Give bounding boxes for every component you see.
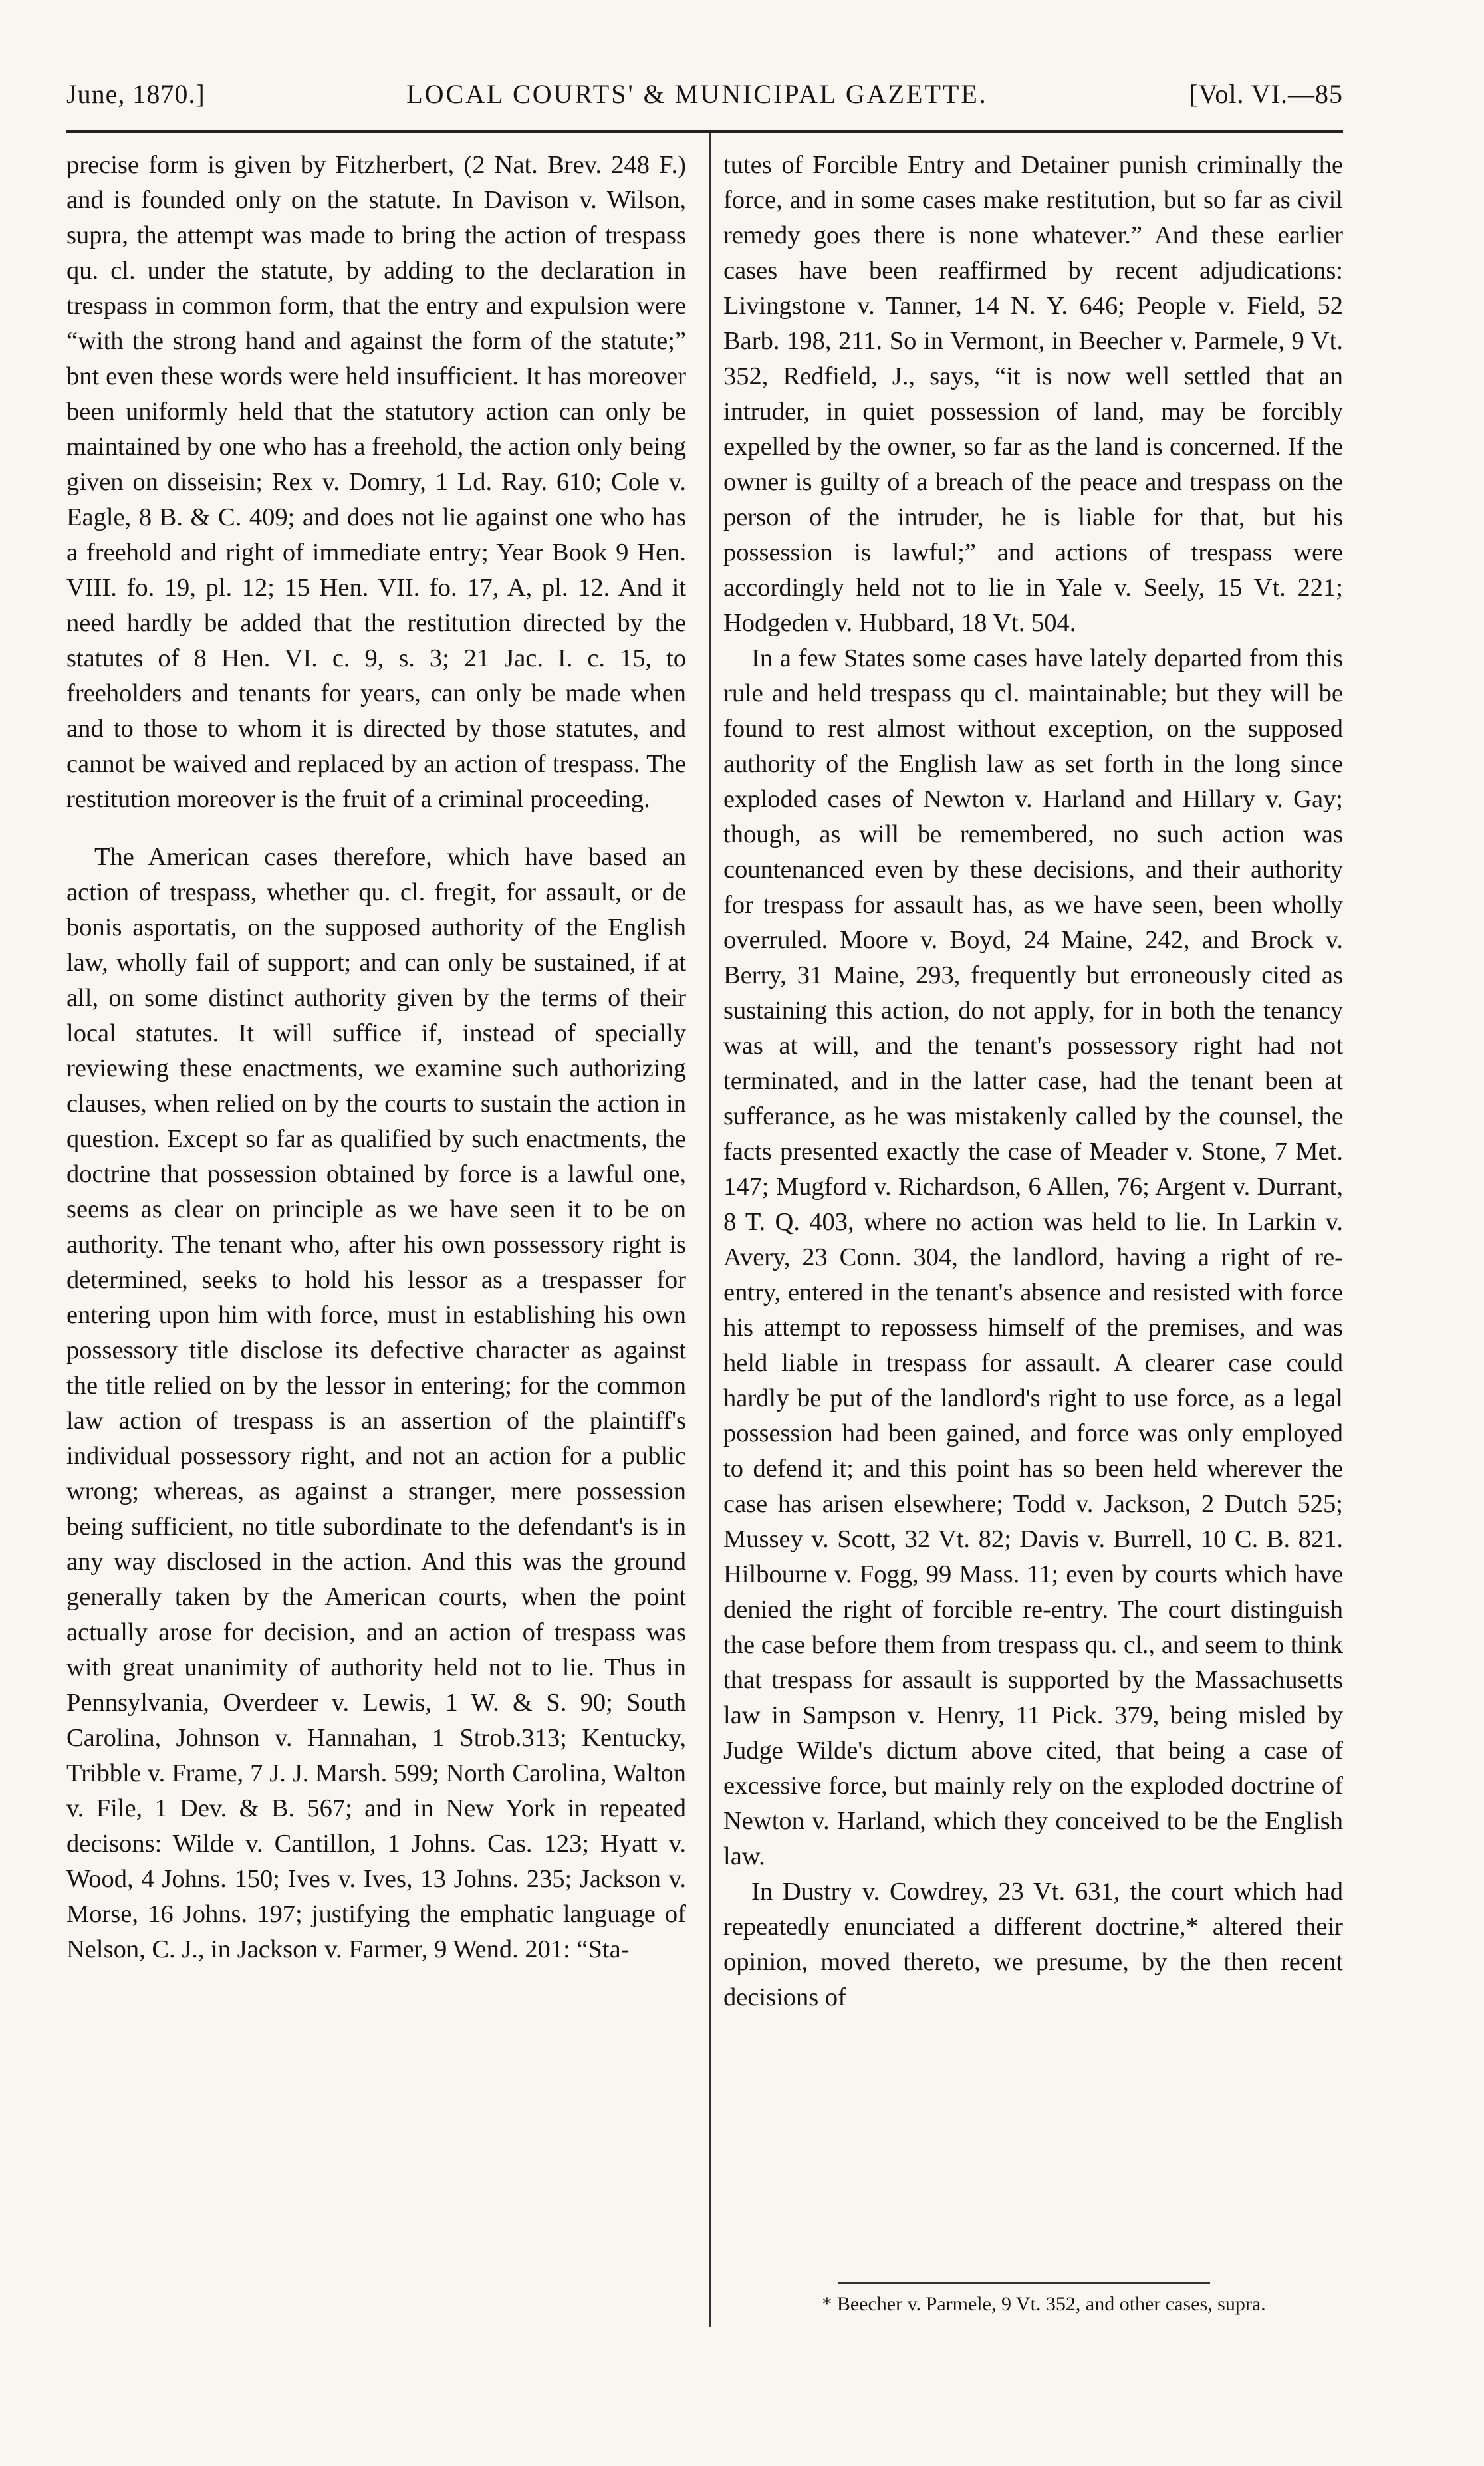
column-divider: [709, 133, 711, 2327]
left-column: [66, 148, 686, 1967]
header-volume: [Vol. VI.—85: [1189, 79, 1343, 109]
header-rule: [66, 130, 1343, 133]
right-paragraph-3: In Dustry v. Cowdrey, 23 Vt. 631, the court which had repeatedly enunciated a different doctrine,* altered their opinion, moved thereto, we presume, by the then recent decisions of: [723, 1878, 1343, 2011]
right-paragraph-1: tutes of Forcible Entry and Detainer punish criminally the force, and in some cases make restitution, but so far as civil remedy goes there is none whatever.” And these earlier cases have been reaffirmed by recent adjudications: Livingstone v. Tanner, 14 N. Y. 646; People v. Field, 52 Barb. 198, 211. So in Vermont, in Beecher v. Parmele, 9 Vt. 352, Redfield, J., says, “it is now well settled that an intruder, in quiet possession of land, may be forcibly expelled by the owner, so far as the land is concerned. If the owner is guilty of a breach of the peace and trespass on the person of the intruder, he is liable for that, but his possession is lawful;” and actions of trespass were accordingly held not to lie in Yale v. Seely, 15 Vt. 221; Hodgeden v. Hubbard, 18 Vt. 504.: [723, 151, 1343, 637]
footnote: * Beecher v. Parmele, 9 Vt. 352, and other cases, supra.: [822, 2293, 1266, 2315]
header-title: LOCAL COURTS' & MUNICIPAL GAZETTE.: [406, 79, 988, 109]
right-paragraph-2: In a few States some cases have lately departed from this rule and held trespass qu cl. maintainable; but they will be found to rest almost without exception, on the supposed authority of the English law as set forth in the long since exploded cases of Newton v. Harland and Hillary v. Gay; though, as will be remembered, no such action was countenanced even by these decisions, and their authority for trespass for assault has, as we have seen, been wholly overruled. Moore v. Boyd, 24 Maine, 242, and Brock v. Berry, 31 Maine, 293, frequently but erroneously cited as sustaining this action, do not apply, for in both the tenancy was at will, and the tenant's possessory right had not terminated, and in the latter case, had the tenant been at sufferance, as he was mistakenly called by the counsel, the facts presented exactly the case of Meader v. Stone, 7 Met. 147; Mugford v. Richardson, 6 Allen, 76; Argent v. Durrant, 8 T. Q. 403, where no action was held to lie. In Larkin v. Avery, 23 Conn. 304, the landlord, having a right of re-entry, entered in the tenant's absence and resisted with force his attempt to repossess himself of the premises, and was held liable in trespass for assault. A clearer case could hardly be put of the landlord's right to use force, as a legal possession had been gained, and force was only employed to defend it; and this point has so been held wherever the case has arisen elsewhere; Todd v. Jackson, 2 Dutch 525; Mussey v. Scott, 32 Vt. 82; Davis v. Burrell, 10 C. B. 821. Hilbourne v. Fogg, 99 Mass. 11; even by courts which have denied the right of forcible re-entry. The court distinguish the case before them from trespass qu. cl., and seem to think that trespass for assault is supported by the Massachusetts law in Sampson v. Henry, 11 Pick. 379, being misled by Judge Wilde's dictum above cited, that being a case of excessive force, but mainly rely on the exploded doctrine of Newton v. Harland, which they conceived to be the English law.: [723, 644, 1343, 1870]
left-paragraph-1: precise form is given by Fitzherbert, (2 Nat. Brev. 248 F.) and is founded only on the statute. In Davison v. Wilson, supra, the attempt was made to bring the action of trespass qu. cl. under the statute, by adding to the declaration in trespass in common form, that the entry and expulsion were “with the strong hand and against the form of the statute;” bnt even these words were held insufficient. It has moreover been uniformly held that the statutory action can only be maintained by one who has a freehold, the action only being given on disseisin; Rex v. Domry, 1 Ld. Ray. 610; Cole v. Eagle, 8 B. & C. 409; and does not lie against one who has a freehold and right of immediate entry; Year Book 9 Hen. VIII. fo. 19, pl. 12; 15 Hen. VII. fo. 17, A, pl. 12. And it need hardly be added that the restitution directed by the statutes of 8 Hen. VI. c. 9, s. 3; 21 Jac. I. c. 15, to freeholders and tenants for years, can only be made when and to those to whom it is directed by those statutes, and cannot be waived and replaced by an action of trespass. The restitution moreover is the fruit of a criminal proceeding.: [66, 151, 686, 813]
header-date: June, 1870.]: [66, 79, 205, 109]
left-paragraph-2: The American cases therefore, which have based an action of trespass, whether qu. cl. fregit, for assault, or de bonis asportatis, on the supposed authority of the English law, wholly fail of support; and can only be sustained, if at all, on some distinct authority given by the terms of their local statutes. It will suffice if, instead of specially reviewing these enactments, we examine such authorizing clauses, when relied on by the courts to sustain the action in question. Except so far as qualified by such enactments, the doctrine that possession obtained by force is a lawful one, seems as clear on principle as we have seen it to be on authority. The tenant who, after his own possessory right is determined, seeks to hold his lessor as a trespasser for entering upon him with force, must in establishing his own possessory title disclose its defective character as against the title relied on by the lessor in entering; for the common law action of trespass is an assertion of the plaintiff's individual possessory right, and not an action for a public wrong; whereas, as against a stranger, mere possession being sufficient, no title subordinate to the defendant's is in any way disclosed in the action. And this was the ground generally taken by the American courts, when the point actually arose for decision, and an action of trespass was with great unanimity of authority held not to lie. Thus in Pennsylvania, Overdeer v. Lewis, 1 W. & S. 90; South Carolina, Johnson v. Hannahan, 1 Strob.313; Kentucky, Tribble v. Frame, 7 J. J. Marsh. 599; North Carolina, Walton v. File, 1 Dev. & B. 567; and in New York in repeated decisons: Wilde v. Cantillon, 1 Johns. Cas. 123; Hyatt v. Wood, 4 Johns. 150; Ives v. Ives, 13 Johns. 235; Jackson v. Morse, 16 Johns. 197; justifying the emphatic language of Nelson, C. J., in Jackson v. Farmer, 9 Wend. 201: “Sta-: [66, 843, 686, 1963]
right-column: [723, 148, 1343, 2015]
footnote-rule: [838, 2282, 1210, 2284]
page-header: [66, 78, 1343, 110]
